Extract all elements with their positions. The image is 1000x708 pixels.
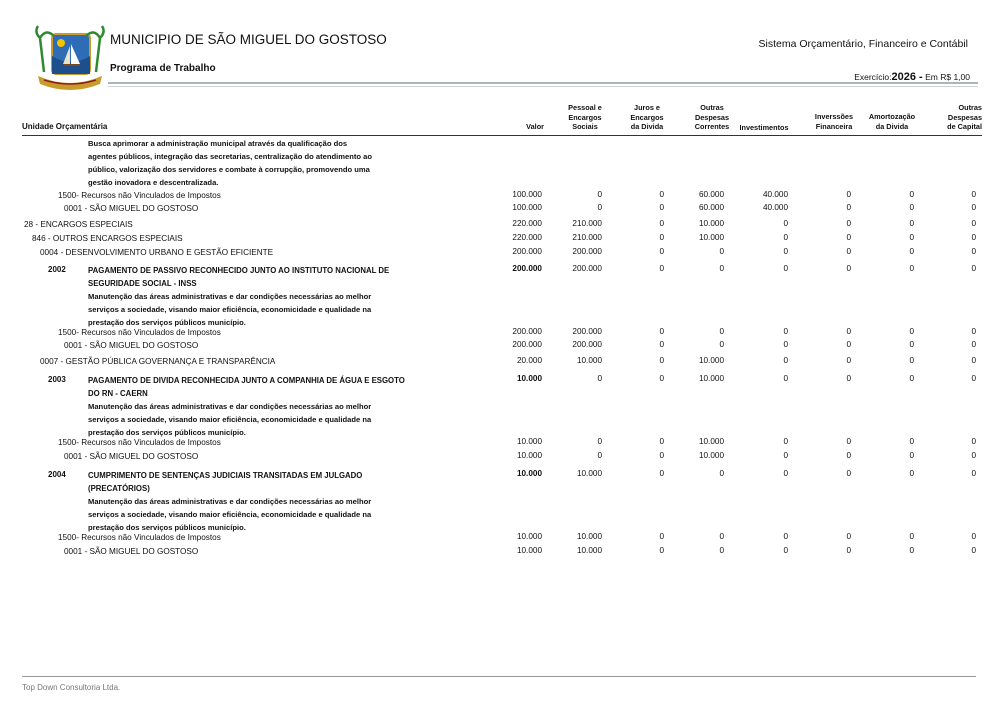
program-description xyxy=(88,137,372,189)
cell-value: 0 xyxy=(719,247,724,256)
project-code: 2004 xyxy=(48,470,66,479)
cell-value: 0 xyxy=(846,469,851,478)
cell-value: 220.000 xyxy=(512,219,542,228)
table-row xyxy=(0,452,1000,465)
cell-value: 0 xyxy=(971,203,976,212)
cell-value: 0 xyxy=(783,451,788,460)
cell-value: 0 xyxy=(719,340,724,349)
cell-value: 0 xyxy=(846,264,851,273)
cell-value: 0 xyxy=(783,437,788,446)
system-name: Sistema Orçamentário, Financeiro e Contábil xyxy=(758,38,968,50)
title-line: PAGAMENTO DE DIVIDA RECONHECIDA JUNTO A COMPANHIA DE ÁGUA E ESGOTO xyxy=(88,376,405,385)
cell-value: 0 xyxy=(597,203,602,212)
cell-value: 0 xyxy=(846,437,851,446)
table-row xyxy=(0,341,1000,354)
cell-value: 0 xyxy=(719,327,724,336)
cell-value: 0 xyxy=(659,532,664,541)
cell-value: 0 xyxy=(659,340,664,349)
report-title: Programa de Trabalho xyxy=(110,63,216,74)
cell-value: 0 xyxy=(846,546,851,555)
header-line: Amortozação xyxy=(868,112,916,121)
cell-value: 0 xyxy=(909,340,914,349)
cell-value: 220.000 xyxy=(512,233,542,242)
header-line: Encargos xyxy=(630,112,664,122)
cell-value: 0 xyxy=(659,327,664,336)
table-row xyxy=(0,220,1000,233)
cell-value: 10.000 xyxy=(576,469,602,478)
column-header-juros xyxy=(624,103,670,132)
header-line: Sociais xyxy=(572,122,598,131)
cell-value: 0 xyxy=(971,374,976,383)
cell-value: 0 xyxy=(659,546,664,555)
cell-value: 0 xyxy=(909,203,914,212)
project-title xyxy=(88,469,362,495)
cell-value: 0 xyxy=(783,327,788,336)
cell-value: 0 xyxy=(659,247,664,256)
cell-value: 0 xyxy=(719,264,724,273)
footer-rule xyxy=(22,676,976,677)
row-label: 1500- Recursos não Vinculados de Impostos xyxy=(58,438,221,447)
header-line: Juros e xyxy=(634,103,660,112)
cell-value: 100.000 xyxy=(512,203,542,212)
description-line: Busca aprimorar a administração municipal através da qualificação dos xyxy=(88,139,348,148)
cell-value: 10.000 xyxy=(516,469,542,478)
cell-value: 0 xyxy=(909,374,914,383)
cell-value: 40.000 xyxy=(762,203,788,212)
cell-value: 0 xyxy=(783,264,788,273)
table-row xyxy=(0,204,1000,217)
cell-value: 0 xyxy=(971,469,976,478)
cell-value: 0 xyxy=(909,247,914,256)
description-line: prestação dos serviços públicos município. xyxy=(88,523,246,532)
header-line: da Divida xyxy=(630,122,664,131)
cell-value: 10.000 xyxy=(698,233,724,242)
cell-value: 200.000 xyxy=(572,340,602,349)
cell-value: 0 xyxy=(909,190,914,199)
column-header-investimentos: Investimentos xyxy=(739,123,789,132)
cell-value: 0 xyxy=(971,356,976,365)
row-label: 1500- Recursos não Vinculados de Impostos xyxy=(58,191,221,200)
cell-value: 0 xyxy=(846,374,851,383)
cell-value: 10.000 xyxy=(516,546,542,555)
cell-value: 10.000 xyxy=(698,451,724,460)
cell-value: 0 xyxy=(783,546,788,555)
cell-value: 40.000 xyxy=(762,190,788,199)
cell-value: 200.000 xyxy=(572,247,602,256)
project-row xyxy=(0,264,1000,327)
cell-value: 0 xyxy=(783,356,788,365)
cell-value: 210.000 xyxy=(572,219,602,228)
cell-value: 0 xyxy=(659,203,664,212)
cell-value: 0 xyxy=(783,532,788,541)
cell-value: 60.000 xyxy=(698,190,724,199)
cell-value: 0 xyxy=(909,546,914,555)
cell-value: 0 xyxy=(971,233,976,242)
cell-value: 0 xyxy=(909,233,914,242)
description-line: agentes públicos, integração das secretarias, centralização do atendimento ao xyxy=(88,152,373,161)
cell-value: 200.000 xyxy=(512,340,542,349)
cell-value: 200.000 xyxy=(572,264,602,273)
cell-value: 0 xyxy=(971,451,976,460)
header-line: Despesas xyxy=(694,112,730,122)
title-line: CUMPRIMENTO DE SENTENÇAS JUDICIAIS TRANSITADAS EM JULGADO xyxy=(88,471,363,480)
cell-value: 0 xyxy=(659,469,664,478)
cell-value: 20.000 xyxy=(516,356,542,365)
cell-value: 10.000 xyxy=(576,532,602,541)
cell-value: 0 xyxy=(846,451,851,460)
row-label: 0004 - DESENVOLVIMENTO URBANO E GESTÃO EFICIENTE xyxy=(40,248,274,257)
cell-value: 0 xyxy=(971,327,976,336)
currency-label: Em R$ 1,00 xyxy=(925,72,970,82)
description-line: Manutenção das áreas administrativas e dar condições necessárias ao melhor xyxy=(88,292,372,301)
header-line: Inverssões xyxy=(814,112,854,121)
exercise-label: Exercício: xyxy=(854,72,892,82)
cell-value: 200.000 xyxy=(512,327,542,336)
header-line: Encargos xyxy=(568,112,602,122)
row-label: 0001 - SÃO MIGUEL DO GOSTOSO xyxy=(64,452,199,461)
table-header-rule xyxy=(22,135,982,136)
description-line: serviços a sociedade, visando maior eficiência, economicidade e qualidade na xyxy=(88,510,372,519)
description-line: gestão inovadora e descentralizada. xyxy=(88,178,219,187)
cell-value: 0 xyxy=(719,532,724,541)
table-row xyxy=(0,533,1000,546)
column-header-outras-capital xyxy=(934,103,982,132)
table-row xyxy=(0,547,1000,560)
cell-value: 0 xyxy=(659,219,664,228)
footer-text: Top Down Consultoria Ltda. xyxy=(22,683,121,692)
project-code: 2002 xyxy=(48,265,66,274)
table-row xyxy=(0,234,1000,247)
cell-value: 0 xyxy=(846,532,851,541)
cell-value: 0 xyxy=(846,247,851,256)
column-header-unit: Unidade Orçamentária xyxy=(22,122,108,131)
cell-value: 0 xyxy=(971,340,976,349)
header-divider-thin xyxy=(108,86,978,87)
cell-value: 10.000 xyxy=(516,451,542,460)
cell-value: 10.000 xyxy=(516,437,542,446)
cell-value: 0 xyxy=(783,374,788,383)
cell-value: 0 xyxy=(719,469,724,478)
cell-value: 10.000 xyxy=(698,374,724,383)
header-line: Outras xyxy=(958,103,982,112)
cell-value: 0 xyxy=(846,356,851,365)
cell-value: 0 xyxy=(783,247,788,256)
row-label: 0001 - SÃO MIGUEL DO GOSTOSO xyxy=(64,204,199,213)
cell-value: 0 xyxy=(783,469,788,478)
cell-value: 0 xyxy=(597,190,602,199)
title-line: (PRECATÓRIOS) xyxy=(88,484,150,493)
cell-value: 0 xyxy=(971,190,976,199)
cell-value: 10.000 xyxy=(516,532,542,541)
description-line: Manutenção das áreas administrativas e dar condições necessárias ao melhor xyxy=(88,402,372,411)
cell-value: 200.000 xyxy=(572,327,602,336)
project-code: 2003 xyxy=(48,375,66,384)
description-line: serviços a sociedade, visando maior eficiência, economicidade e qualidade na xyxy=(88,415,372,424)
row-label: 28 - ENCARGOS ESPECIAIS xyxy=(24,220,133,229)
description-line: prestação dos serviços públicos município. xyxy=(88,428,246,437)
header-line: da Divida xyxy=(875,121,909,131)
cell-value: 0 xyxy=(909,219,914,228)
project-description xyxy=(88,400,371,439)
cell-value: 0 xyxy=(846,327,851,336)
cell-value: 10.000 xyxy=(576,356,602,365)
cell-value: 0 xyxy=(783,219,788,228)
cell-value: 0 xyxy=(909,264,914,273)
cell-value: 0 xyxy=(846,190,851,199)
header-line: de Capital xyxy=(947,122,982,131)
cell-value: 0 xyxy=(659,374,664,383)
cell-value: 0 xyxy=(846,203,851,212)
cell-value: 0 xyxy=(909,451,914,460)
cell-value: 0 xyxy=(597,451,602,460)
cell-value: 210.000 xyxy=(572,233,602,242)
row-label: 0001 - SÃO MIGUEL DO GOSTOSO xyxy=(64,341,199,350)
cell-value: 0 xyxy=(659,451,664,460)
row-label: 0001 - SÃO MIGUEL DO GOSTOSO xyxy=(64,547,199,556)
table-row xyxy=(0,248,1000,261)
project-row xyxy=(0,374,1000,437)
cell-value: 0 xyxy=(659,190,664,199)
cell-value: 0 xyxy=(909,437,914,446)
row-label: 846 - OUTROS ENCARGOS ESPECIAIS xyxy=(32,234,183,243)
cell-value: 10.000 xyxy=(576,546,602,555)
cell-value: 200.000 xyxy=(512,247,542,256)
cell-value: 0 xyxy=(783,340,788,349)
exercise-year: 2026 - xyxy=(891,71,923,83)
cell-value: 10.000 xyxy=(698,356,724,365)
cell-value: 200.000 xyxy=(512,264,542,273)
cell-value: 0 xyxy=(659,233,664,242)
cell-value: 0 xyxy=(971,546,976,555)
cell-value: 0 xyxy=(846,340,851,349)
table-row xyxy=(0,357,1000,370)
cell-value: 0 xyxy=(971,219,976,228)
cell-value: 0 xyxy=(783,233,788,242)
cell-value: 10.000 xyxy=(516,374,542,383)
cell-value: 10.000 xyxy=(698,219,724,228)
cell-value: 0 xyxy=(846,219,851,228)
cell-value: 0 xyxy=(971,264,976,273)
header-line: Outras xyxy=(700,103,724,112)
description-line: prestação dos serviços públicos município. xyxy=(88,318,246,327)
cell-value: 60.000 xyxy=(698,203,724,212)
cell-value: 0 xyxy=(597,374,602,383)
project-title xyxy=(88,374,405,400)
cell-value: 0 xyxy=(909,469,914,478)
column-header-amortizacao xyxy=(862,112,922,131)
header-divider xyxy=(108,82,978,84)
cell-value: 10.000 xyxy=(698,437,724,446)
header-line: Correntes xyxy=(694,122,730,131)
cell-value: 0 xyxy=(846,233,851,242)
description-line: público, valorização dos servidores e combate à corrupção, promovendo uma xyxy=(88,165,370,174)
cell-value: 0 xyxy=(659,356,664,365)
cell-value: 0 xyxy=(659,437,664,446)
cell-value: 0 xyxy=(971,247,976,256)
municipal-logo xyxy=(34,24,106,92)
cell-value: 0 xyxy=(909,532,914,541)
row-label: 1500- Recursos não Vinculados de Impostos xyxy=(58,328,221,337)
cell-value: 0 xyxy=(909,327,914,336)
column-header-inversoes xyxy=(806,112,862,131)
description-line: Manutenção das áreas administrativas e dar condições necessárias ao melhor xyxy=(88,497,372,506)
header-line: Despesas xyxy=(947,112,982,122)
cell-value: 0 xyxy=(909,356,914,365)
description-line: serviços a sociedade, visando maior eficiência, economicidade e qualidade na xyxy=(88,305,372,314)
project-row xyxy=(0,469,1000,532)
cell-value: 0 xyxy=(597,437,602,446)
municipality-name: MUNICIPIO DE SÃO MIGUEL DO GOSTOSO xyxy=(110,32,387,47)
title-line: PAGAMENTO DE PASSIVO RECONHECIDO JUNTO AO INSTITUTO NACIONAL DE xyxy=(88,266,390,275)
title-line: SEGURIDADE SOCIAL - INSS xyxy=(88,279,197,288)
project-description xyxy=(88,495,371,534)
cell-value: 0 xyxy=(971,437,976,446)
title-line: DO RN - CAERN xyxy=(88,389,148,398)
cell-value: 0 xyxy=(659,264,664,273)
column-header-outras-correntes xyxy=(688,103,736,132)
cell-value: 100.000 xyxy=(512,190,542,199)
row-label: 1500- Recursos não Vinculados de Impostos xyxy=(58,533,221,542)
column-header-pessoal xyxy=(562,103,608,132)
column-header-valor: Valor xyxy=(526,122,544,131)
row-label: 0007 - GESTÃO PÚBLICA GOVERNANÇA E TRANSPARÊNCIA xyxy=(40,357,276,366)
project-title xyxy=(88,264,389,290)
header-line: Financeira xyxy=(815,121,853,131)
table-row xyxy=(0,438,1000,451)
header-line: Pessoal e xyxy=(568,103,602,112)
project-description xyxy=(88,290,371,329)
cell-value: 0 xyxy=(719,546,724,555)
cell-value: 0 xyxy=(971,532,976,541)
